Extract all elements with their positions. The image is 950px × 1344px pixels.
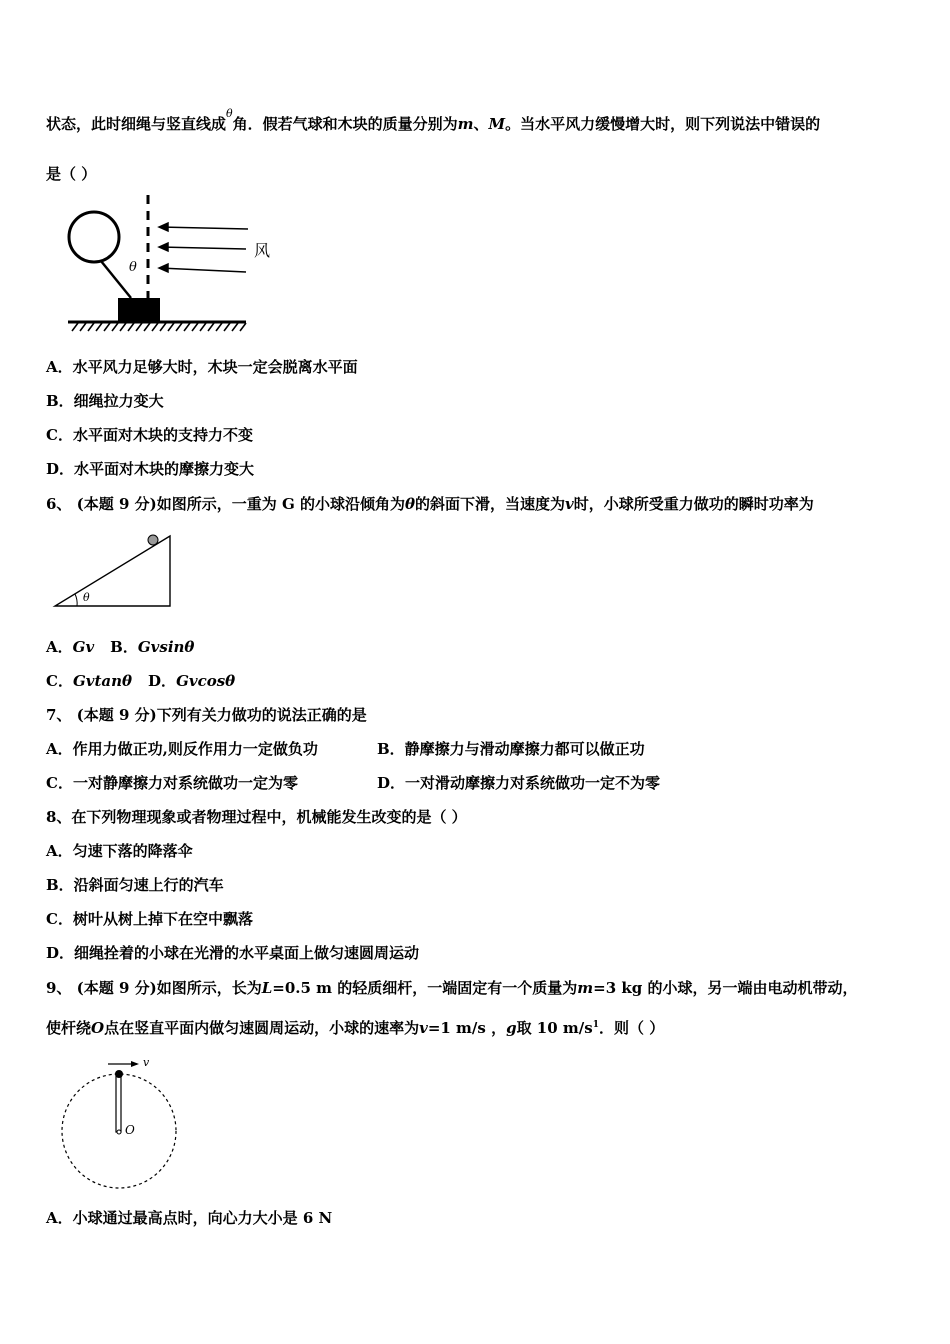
incline-figure-drawing bbox=[50, 530, 180, 612]
balloon-theta-label: θ bbox=[129, 260, 137, 275]
q9-text-e: 点在竖直平面内做匀速圆周运动，小球的速率为 bbox=[104, 1019, 420, 1037]
O-symbol: O bbox=[91, 1019, 105, 1037]
q5-option-a[interactable]: A．水平风力足够大时，木块一定会脱离水平面 bbox=[46, 358, 358, 376]
q8-option-a[interactable]: A．匀速下落的降落伞 bbox=[46, 842, 193, 860]
q5-sep: 、 bbox=[473, 115, 489, 133]
theta-symbol: θ bbox=[405, 495, 416, 513]
q8-stem: 8、在下列物理现象或者物理过程中，机械能发生改变的是（ ） bbox=[46, 808, 467, 826]
q9-stem-line1 bbox=[46, 978, 858, 998]
m-symbol: m bbox=[457, 115, 474, 133]
q5-option-c[interactable]: C．水平面对木块的支持力不变 bbox=[46, 426, 253, 444]
q9-stem-line2 bbox=[46, 1015, 664, 1038]
q7-option-a[interactable]: A．作用力做正功,则反作用力一定做负功 bbox=[46, 740, 318, 758]
q5-stem-line2: 是（ ） bbox=[46, 165, 97, 183]
q5-text-c: 。当水平风力缓慢增大时，则下列说法中错误的 bbox=[505, 115, 821, 133]
m-symbol: m bbox=[577, 979, 594, 997]
q8-option-d[interactable]: D．细绳拴着的小球在光滑的水平桌面上做匀速圆周运动 bbox=[46, 944, 420, 962]
balloon-figure bbox=[60, 190, 271, 340]
q8-option-c[interactable]: C．树叶从树上掉下在空中飘落 bbox=[46, 910, 253, 928]
q9-text-b: =0.5 m 的轻质细杆，一端固定有一个质量为 bbox=[272, 979, 578, 997]
q7-option-d[interactable]: D．一对滑动摩擦力对系统做功一定不为零 bbox=[377, 774, 661, 792]
theta-symbol: θ bbox=[226, 107, 233, 120]
q6-option-a[interactable]: Gv bbox=[72, 638, 95, 656]
origin-label: O bbox=[125, 1123, 135, 1137]
L-symbol: L bbox=[261, 979, 273, 997]
M-symbol: M bbox=[488, 115, 506, 133]
q5-option-b[interactable]: B．细绳拉力变大 bbox=[46, 392, 164, 410]
q6-option-d-label[interactable]: D． bbox=[148, 672, 177, 690]
q9-text-h: ．则（ ） bbox=[598, 1019, 665, 1037]
q5-text-a: 状态，此时细绳与竖直线成 bbox=[46, 115, 227, 133]
q5-stem-line1 bbox=[46, 107, 821, 136]
q7-option-c[interactable]: C．一对静摩擦力对系统做功一定为零 bbox=[46, 774, 298, 792]
q7-option-b[interactable]: B．静摩擦力与滑动摩擦力都可以做正功 bbox=[377, 740, 645, 758]
v-symbol: v bbox=[419, 1019, 428, 1037]
q6-option-a-label[interactable]: A． bbox=[46, 638, 73, 656]
v-symbol: v bbox=[565, 495, 574, 513]
q9-text-g: 取 10 m/s bbox=[516, 1019, 593, 1037]
wind-label: 风 bbox=[254, 241, 271, 260]
q7-stem: 7、 (本题 9 分)下列有关力做功的说法正确的是 bbox=[46, 706, 367, 724]
q6-option-b[interactable]: Gvsinθ bbox=[137, 638, 195, 656]
balloon-figure-drawing bbox=[60, 190, 260, 340]
q9-text-d: 使杆绕 bbox=[46, 1019, 92, 1037]
q9-text-a: 9、 (本题 9 分)如图所示，长为 bbox=[46, 979, 262, 997]
q6-stem bbox=[46, 494, 814, 514]
q9-text-f: =1 m/s ， bbox=[427, 1019, 507, 1037]
q6-option-c-label[interactable]: C． bbox=[46, 672, 73, 690]
q9-option-a[interactable]: A．小球通过最高点时，向心力大小是 6 N bbox=[46, 1209, 333, 1227]
velocity-label: v bbox=[143, 1056, 150, 1069]
q9-superscript: 1 bbox=[592, 1020, 599, 1030]
q6-option-b-label[interactable]: B． bbox=[110, 638, 138, 656]
incline-figure bbox=[50, 530, 180, 612]
q6-options-ab bbox=[46, 637, 194, 657]
circle-motion-drawing bbox=[55, 1055, 185, 1195]
incline-theta-label: θ bbox=[83, 591, 90, 604]
g-symbol: g bbox=[506, 1019, 517, 1037]
q6-text-a: 6、 (本题 9 分)如图所示，一重为 G 的小球沿倾角为 bbox=[46, 495, 405, 513]
q6-options-cd bbox=[46, 671, 235, 691]
q6-option-c[interactable]: Gvtanθ bbox=[72, 672, 133, 690]
q6-text-b: 的斜面下滑，当速度为 bbox=[415, 495, 566, 513]
q9-text-c: =3 kg 的小球，另一端由电动机带动， bbox=[593, 979, 858, 997]
q6-option-d[interactable]: Gvcosθ bbox=[176, 672, 236, 690]
circle-motion-figure bbox=[55, 1055, 185, 1195]
q8-option-b[interactable]: B．沿斜面匀速上行的汽车 bbox=[46, 876, 224, 894]
q5-text-b: 角．假若气球和木块的质量分别为 bbox=[232, 115, 458, 133]
q5-option-d[interactable]: D．水平面对木块的摩擦力变大 bbox=[46, 460, 255, 478]
q6-text-c: 时，小球所受重力做功的瞬时功率为 bbox=[573, 495, 814, 513]
